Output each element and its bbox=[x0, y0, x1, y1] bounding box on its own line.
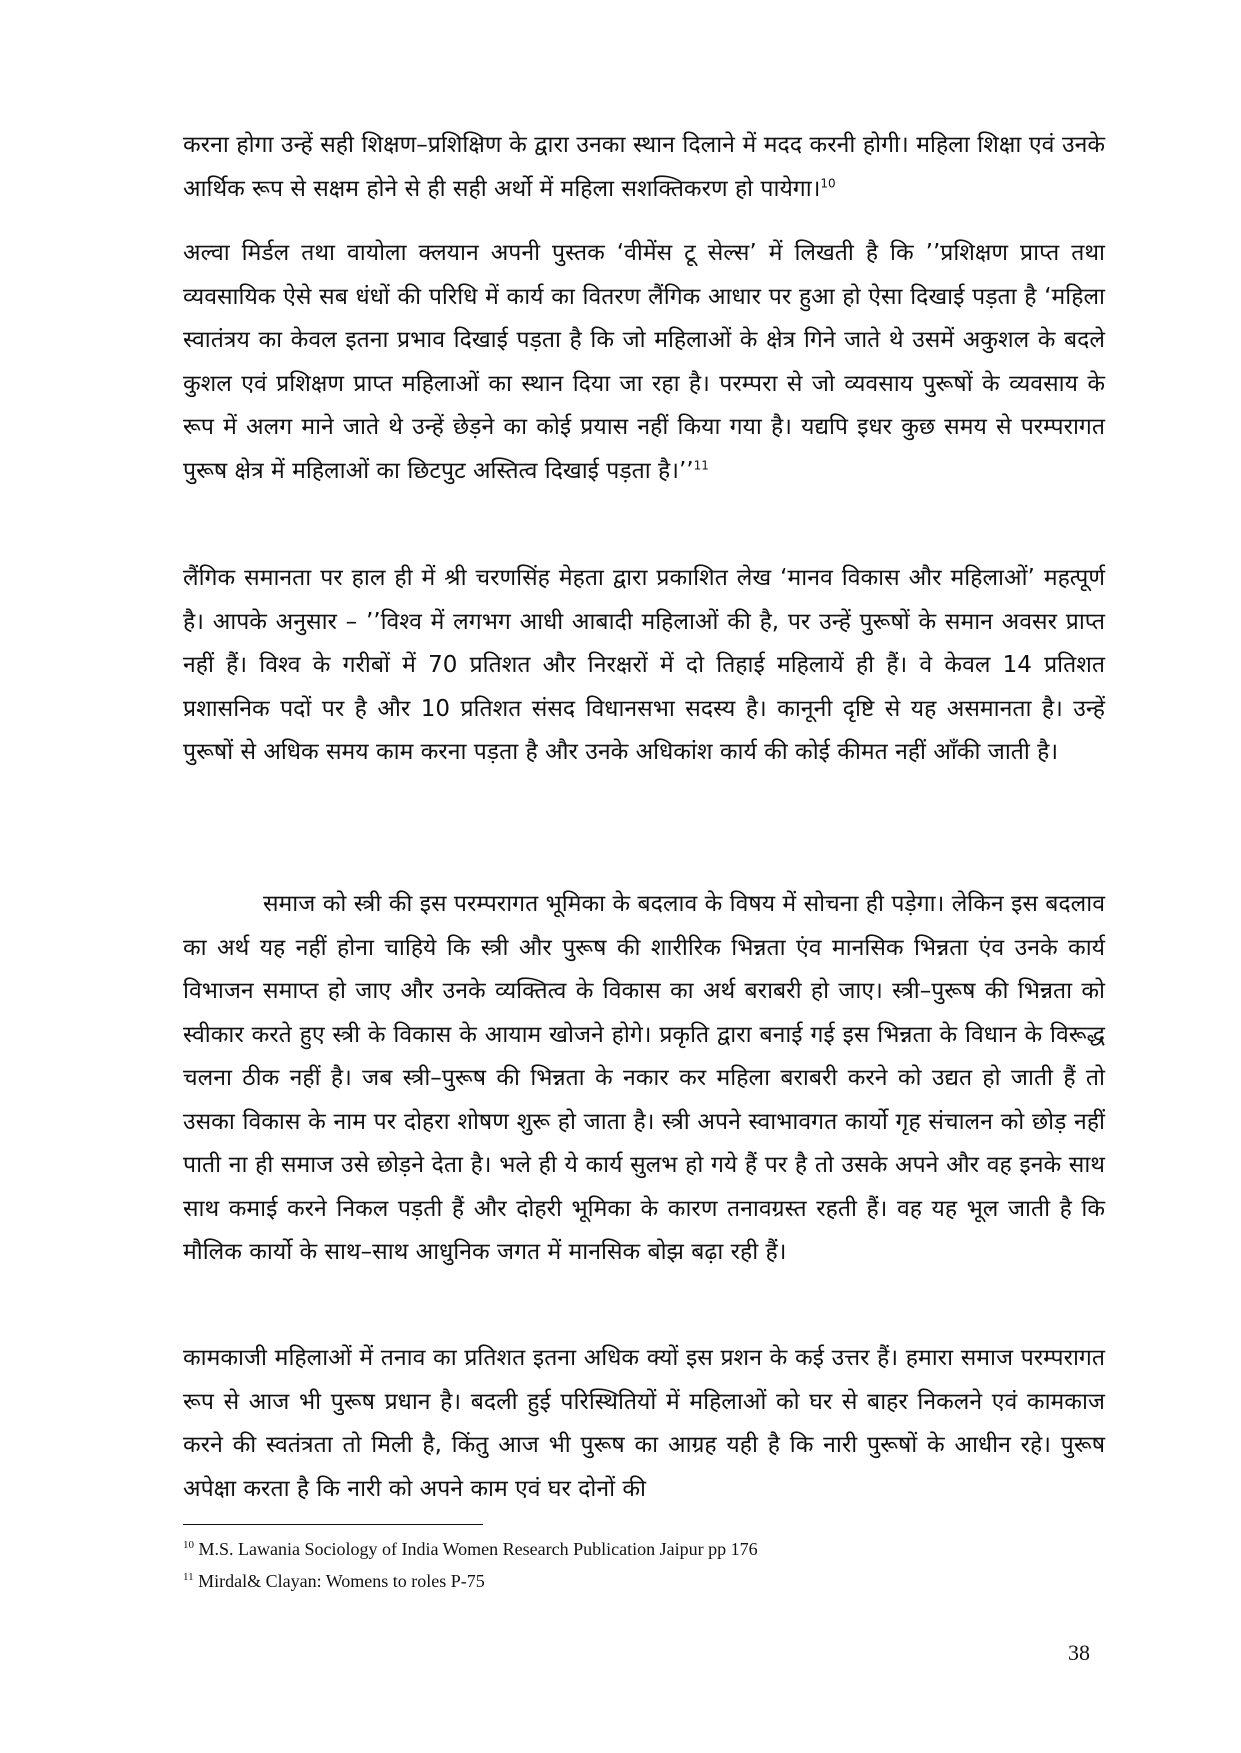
paragraph-4-text: समाज को स्त्री की इस परम्परागत भूमिका के बदलाव के विषय में सोचना ही पड़ेगा। लेकिन इस बदलाव का अर्थ यह नहीं होना चाहिये कि स्त्री और पुरूष की शारीरिक भिन्नता एंव मानसिक भिन्नता एंव उनके कार्य विभाजन समाप्त हो जाए और उनके व्यक्तित्व के विकास का अर्थ बराबरी हो जाए। स्त्री–पुरूष की भिन्नता को स्वीकार करते हुए स्त्री के विकास के आयाम खोजने होगे। प्रकृति द्वारा बनाई गई इस भिन्नता के विधान के विरूद्ध चलना ठीक नहीं है। जब स्त्री–पुरूष की भिन्नता के नकार कर महिला बराबरी करने को उद्यत हो जाती हैं तो उसका विकास के नाम पर दोहरा शोषण शुरू हो जाता है। स्त्री अपने स्वाभावगत कार्यो गृह संचालन को छोड़ नहीं पाती ना ही समाज उसे छोड़ने देता है। भले ही ये कार्य सुलभ हो गये हैं पर है तो उसके अपने और वह इनके साथ साथ कमाई करने निकल पड़ती हैं और दोहरी भूमिका के कारण तनावग्रस्त रहती हैं। वह यह भूल जाती है कि मौलिक कार्यो के साथ–साथ आधुनिक जगत में मानसिक बोझ बढ़ा रही हैं। bbox=[183, 891, 1105, 1265]
footnote-11-text: Mirdal& Clayan: Womens to roles P-75 bbox=[198, 1571, 485, 1591]
paragraph-3 bbox=[183, 557, 1105, 862]
paragraph-5 bbox=[183, 1337, 1105, 1512]
paragraph-4 bbox=[183, 883, 1105, 1318]
footnote-11 bbox=[183, 1570, 1083, 1592]
paragraph-5-text: कामकाजी महिलाओं में तनाव का प्रतिशत इतना अधिक क्यों इस प्रशन के कई उत्तर हैं। हमारा समाज परम्परागत रूप से आज भी पुरूष प्रधान है। बदली हुई परिस्थितियों में महिलाओं को घर से बाहर निकलने एवं कामकाज करने की स्वतंत्रता तो मिली है, किंतु आज भी पुरूष का आग्रह यही है कि नारी पुरूषों के आधीन रहे। पुरूष अपेक्षा करता है कि नारी को अपने काम एवं घर दोनों की bbox=[183, 1345, 1105, 1502]
footnote-divider bbox=[183, 1524, 483, 1525]
paragraph-1-text: करना होगा उन्हें सही शिक्षण–प्रशिक्षिण के द्वारा उनका स्थान दिलाने में मदद करनी होगी। महिला शिक्षा एवं उनके आर्थिक रूप से सक्षम होने से ही सही अर्थो में महिला सशक्तिकरण हो पायेगा। bbox=[183, 132, 1105, 202]
footnote-10-number: 10 bbox=[183, 1539, 194, 1551]
paragraph-2-text: अल्वा मिर्डल तथा वायोला क्लयान अपनी पुस्तक ‘वीमेंस टू सेल्स’ में लिखती है कि ’’प्रशिक्षण प्राप्त तथा व्यवसायिक ऐसे सब धंधों की परिधि में कार्य का वितरण लैंगिक आधार पर हुआ हो ऐसा दिखाई पड़ता है ‘महिला स्वातंत्रय का केवल इतना प्रभाव दिखाई पड़ता है कि जो महिलाओं के क्षेत्र गिने जाते थे उसमें अकुशल के बदले कुशल एवं प्रशिक्षण प्राप्त महिलाओं का स्थान दिया जा रहा है। परम्परा से जो व्यवसाय पुरूषों के व्यवसाय के रूप में अलग माने जाते थे उन्हें छेड़ने का कोई प्रयास नहीं किया गया है। यद्यपि इधर कुछ समय से परम्परागत पुरूष क्षेत्र में महिलाओं का छिटपुट अस्तित्व दिखाई पड़ता है।’’ bbox=[183, 240, 1105, 484]
footnote-11-number: 11 bbox=[183, 1571, 194, 1583]
footnote-10 bbox=[183, 1538, 1083, 1560]
paragraph-1 bbox=[183, 124, 1105, 211]
footnote-ref-10: 10 bbox=[820, 175, 836, 190]
page-number: 38 bbox=[1068, 1640, 1090, 1665]
paragraph-3-text: लैंगिक समानता पर हाल ही में श्री चरणसिंह मेहता द्वारा प्रकाशित लेख ‘मानव विकास और महिलाओं’ महत्पूर्ण है। आपके अनुसार – ’’विश्व में लगभग आधी आबादी महिलाओं की है, पर उन्हें पुरूषों के समान अवसर प्राप्त नहीं हैं। विश्व के गरीबों में 70 प्रतिशत और निरक्षरों में दो तिहाई महिलायें ही हैं। वे केवल 14 प्रतिशत प्रशासनिक पदों पर है और 10 प्रतिशत संसद विधानसभा सदस्य है। कानूनी दृष्टि से यह असमानता है। उन्हें पुरूषों से अधिक समय काम करना पड़ता है और उनके अधिकांश कार्य की कोई कीमत नहीं आँकी जाती है। bbox=[183, 565, 1105, 765]
paragraph-2 bbox=[183, 232, 1105, 537]
footnote-10-text: M.S. Lawania Sociology of India Women Research Publication Jaipur pp 176 bbox=[198, 1539, 758, 1559]
footnote-ref-11: 11 bbox=[693, 457, 709, 472]
